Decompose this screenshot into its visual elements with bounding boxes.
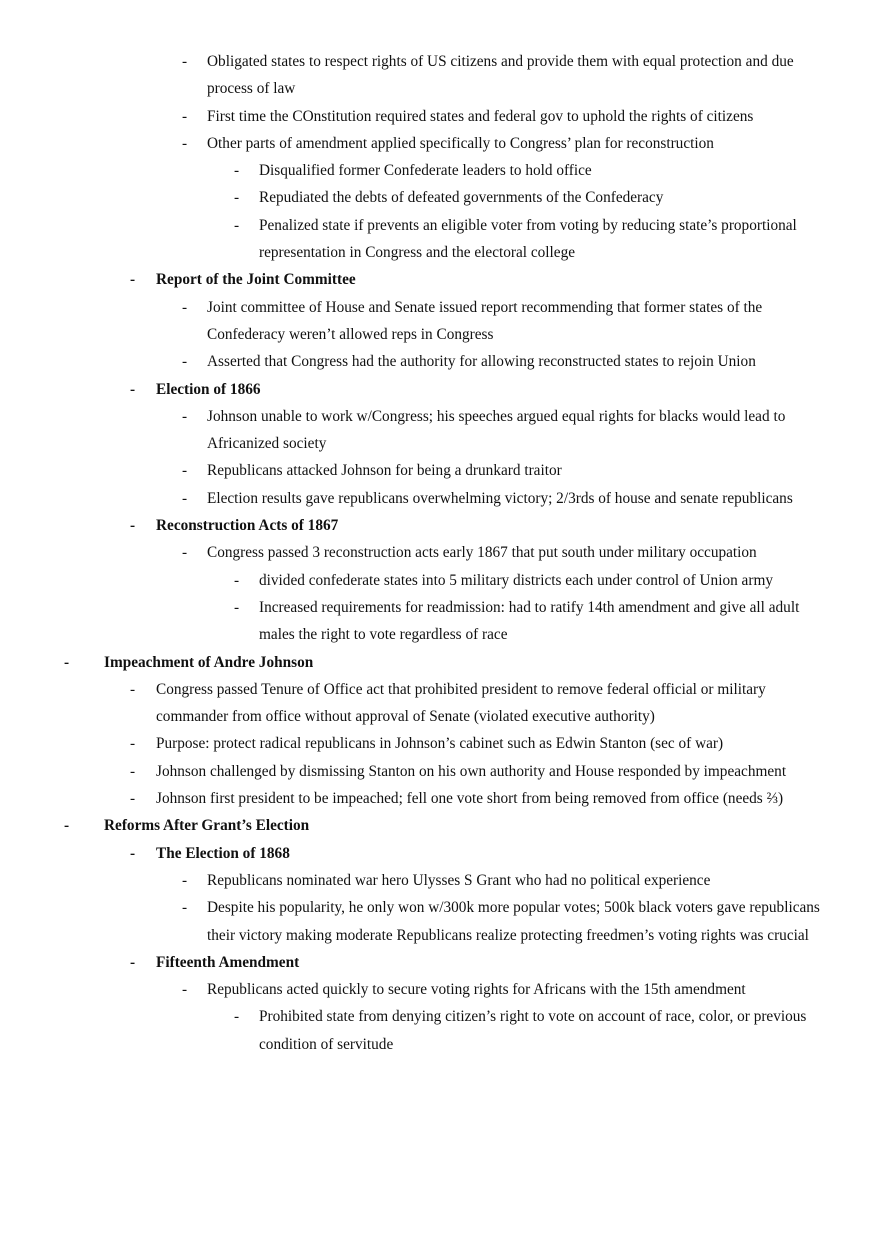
bullet-dash: -: [130, 953, 136, 971]
list-item: [0, 348, 880, 375]
list-item: [0, 48, 880, 103]
list-item: [0, 157, 880, 184]
section-heading: [0, 376, 880, 403]
section-heading: [0, 812, 880, 839]
bullet-dash: -: [234, 189, 240, 207]
item-text: Republicans attacked Johnson for being a drunkard traitor: [207, 462, 562, 480]
bullet-dash: -: [182, 134, 188, 152]
list-item: [0, 103, 880, 130]
list-item: [0, 212, 880, 267]
list-item: [0, 894, 880, 949]
list-item: [0, 730, 880, 757]
bullet-dash: -: [130, 762, 136, 780]
bullet-dash: -: [64, 653, 70, 671]
list-item: [0, 457, 880, 484]
bullet-dash: -: [182, 298, 188, 316]
item-text: Other parts of amendment applied specifically to Congress’ plan for reconstruction: [207, 134, 714, 152]
item-text: Purpose: protect radical republicans in Johnson’s cabinet such as Edwin Stanton (sec of war): [156, 735, 724, 753]
item-text: Reforms After Grant’s Election: [104, 817, 310, 835]
list-item: [0, 539, 880, 566]
list-item: [0, 976, 880, 1003]
item-text: Congress passed 3 reconstruction acts early 1867 that put south under military occupation: [207, 544, 757, 562]
list-item: [0, 1003, 880, 1058]
item-text: Impeachment of Andre Johnson: [104, 653, 314, 671]
bullet-dash: -: [130, 735, 136, 753]
item-text: Increased requirements for readmission: had to ratify 14th amendment and give all adult males the right to vote regardless of race: [259, 598, 800, 644]
item-text: Report of the Joint Committee: [156, 271, 356, 289]
list-item: [0, 294, 880, 349]
item-text: Johnson challenged by dismissing Stanton on his own authority and House responded by impeachment: [156, 762, 787, 780]
list-item: [0, 867, 880, 894]
list-item: [0, 785, 880, 812]
item-text: Reconstruction Acts of 1867: [156, 517, 339, 535]
item-text: Joint committee of House and Senate issued report recommending that former states of the Confederacy weren’t allowed reps in Congress: [207, 298, 763, 343]
item-text: Despite his popularity, he only won w/300k more popular votes; 500k black voters gave republicans their victory making moderate Republicans realize protecting freedmen’s voting rights was crucial: [207, 899, 820, 944]
item-text: First time the COnstitution required states and federal gov to uphold the rights of citizens: [207, 107, 754, 125]
item-text: Johnson unable to work w/Congress; his speeches argued equal rights for blacks would lead to Africanized society: [207, 407, 786, 453]
item-text: Election of 1866: [156, 380, 261, 398]
bullet-dash: -: [182, 53, 188, 70]
bullet-dash: -: [182, 407, 188, 425]
item-text: divided confederate states into 5 military districts each under control of Union army: [259, 571, 773, 589]
list-item: [0, 758, 880, 785]
item-text: Penalized state if prevents an eligible voter from voting by reducing state’s proportional representation in Congress and the electoral college: [259, 216, 797, 262]
item-text: Obligated states to respect rights of US citizens and provide them with equal protection and due process of law: [207, 53, 794, 98]
item-text: Congress passed Tenure of Office act that prohibited president to remove federal official or military commander from office without approval of Senate (violated executive authority): [156, 680, 766, 726]
bullet-dash: -: [130, 380, 136, 398]
bullet-dash: -: [64, 817, 70, 835]
item-text: The Election of 1868: [156, 844, 290, 862]
section-heading: [0, 840, 880, 867]
bullet-dash: -: [182, 489, 188, 507]
item-text: Repudiated the debts of defeated governments of the Confederacy: [259, 189, 664, 207]
item-text: Prohibited state from denying citizen’s right to vote on account of race, color, or previous condition of servitude: [259, 1008, 807, 1053]
section-heading: [0, 512, 880, 539]
bullet-dash: -: [182, 899, 188, 917]
bullet-dash: -: [234, 571, 240, 589]
list-item: [0, 567, 880, 594]
item-text: Fifteenth Amendment: [156, 953, 300, 971]
document-page: [0, 48, 880, 1058]
bullet-dash: -: [234, 216, 240, 234]
bullet-dash: -: [234, 598, 240, 616]
item-text: Disqualified former Confederate leaders to hold office: [259, 162, 592, 180]
bullet-dash: -: [130, 517, 136, 535]
bullet-dash: -: [130, 680, 136, 698]
bullet-dash: -: [182, 981, 188, 999]
item-text: Election results gave republicans overwhelming victory; 2/3rds of house and senate republicans: [207, 489, 793, 507]
list-item: [0, 130, 880, 157]
bullet-dash: -: [130, 790, 136, 808]
bullet-dash: -: [130, 844, 136, 862]
item-text: Republicans nominated war hero Ulysses S Grant who had no political experience: [207, 871, 711, 889]
bullet-dash: -: [182, 107, 188, 125]
bullet-dash: -: [182, 544, 188, 562]
item-text: Republicans acted quickly to secure voting rights for Africans with the 15th amendment: [207, 981, 746, 999]
list-item: [0, 485, 880, 512]
bullet-dash: -: [130, 271, 136, 289]
section-heading: [0, 649, 880, 676]
item-text: Asserted that Congress had the authority for allowing reconstructed states to rejoin Union: [207, 353, 756, 371]
bullet-dash: -: [182, 871, 188, 889]
item-text: Johnson first president to be impeached; fell one vote short from being removed from office (needs ⅔): [156, 790, 784, 808]
section-heading: [0, 266, 880, 293]
bullet-dash: -: [182, 353, 188, 371]
bullet-dash: -: [182, 462, 188, 480]
section-heading: [0, 949, 880, 976]
list-item: [0, 676, 880, 731]
list-item: [0, 403, 880, 458]
bullet-dash: -: [234, 1008, 240, 1026]
list-item: [0, 594, 880, 649]
list-item: [0, 184, 880, 211]
bullet-dash: -: [234, 162, 240, 180]
